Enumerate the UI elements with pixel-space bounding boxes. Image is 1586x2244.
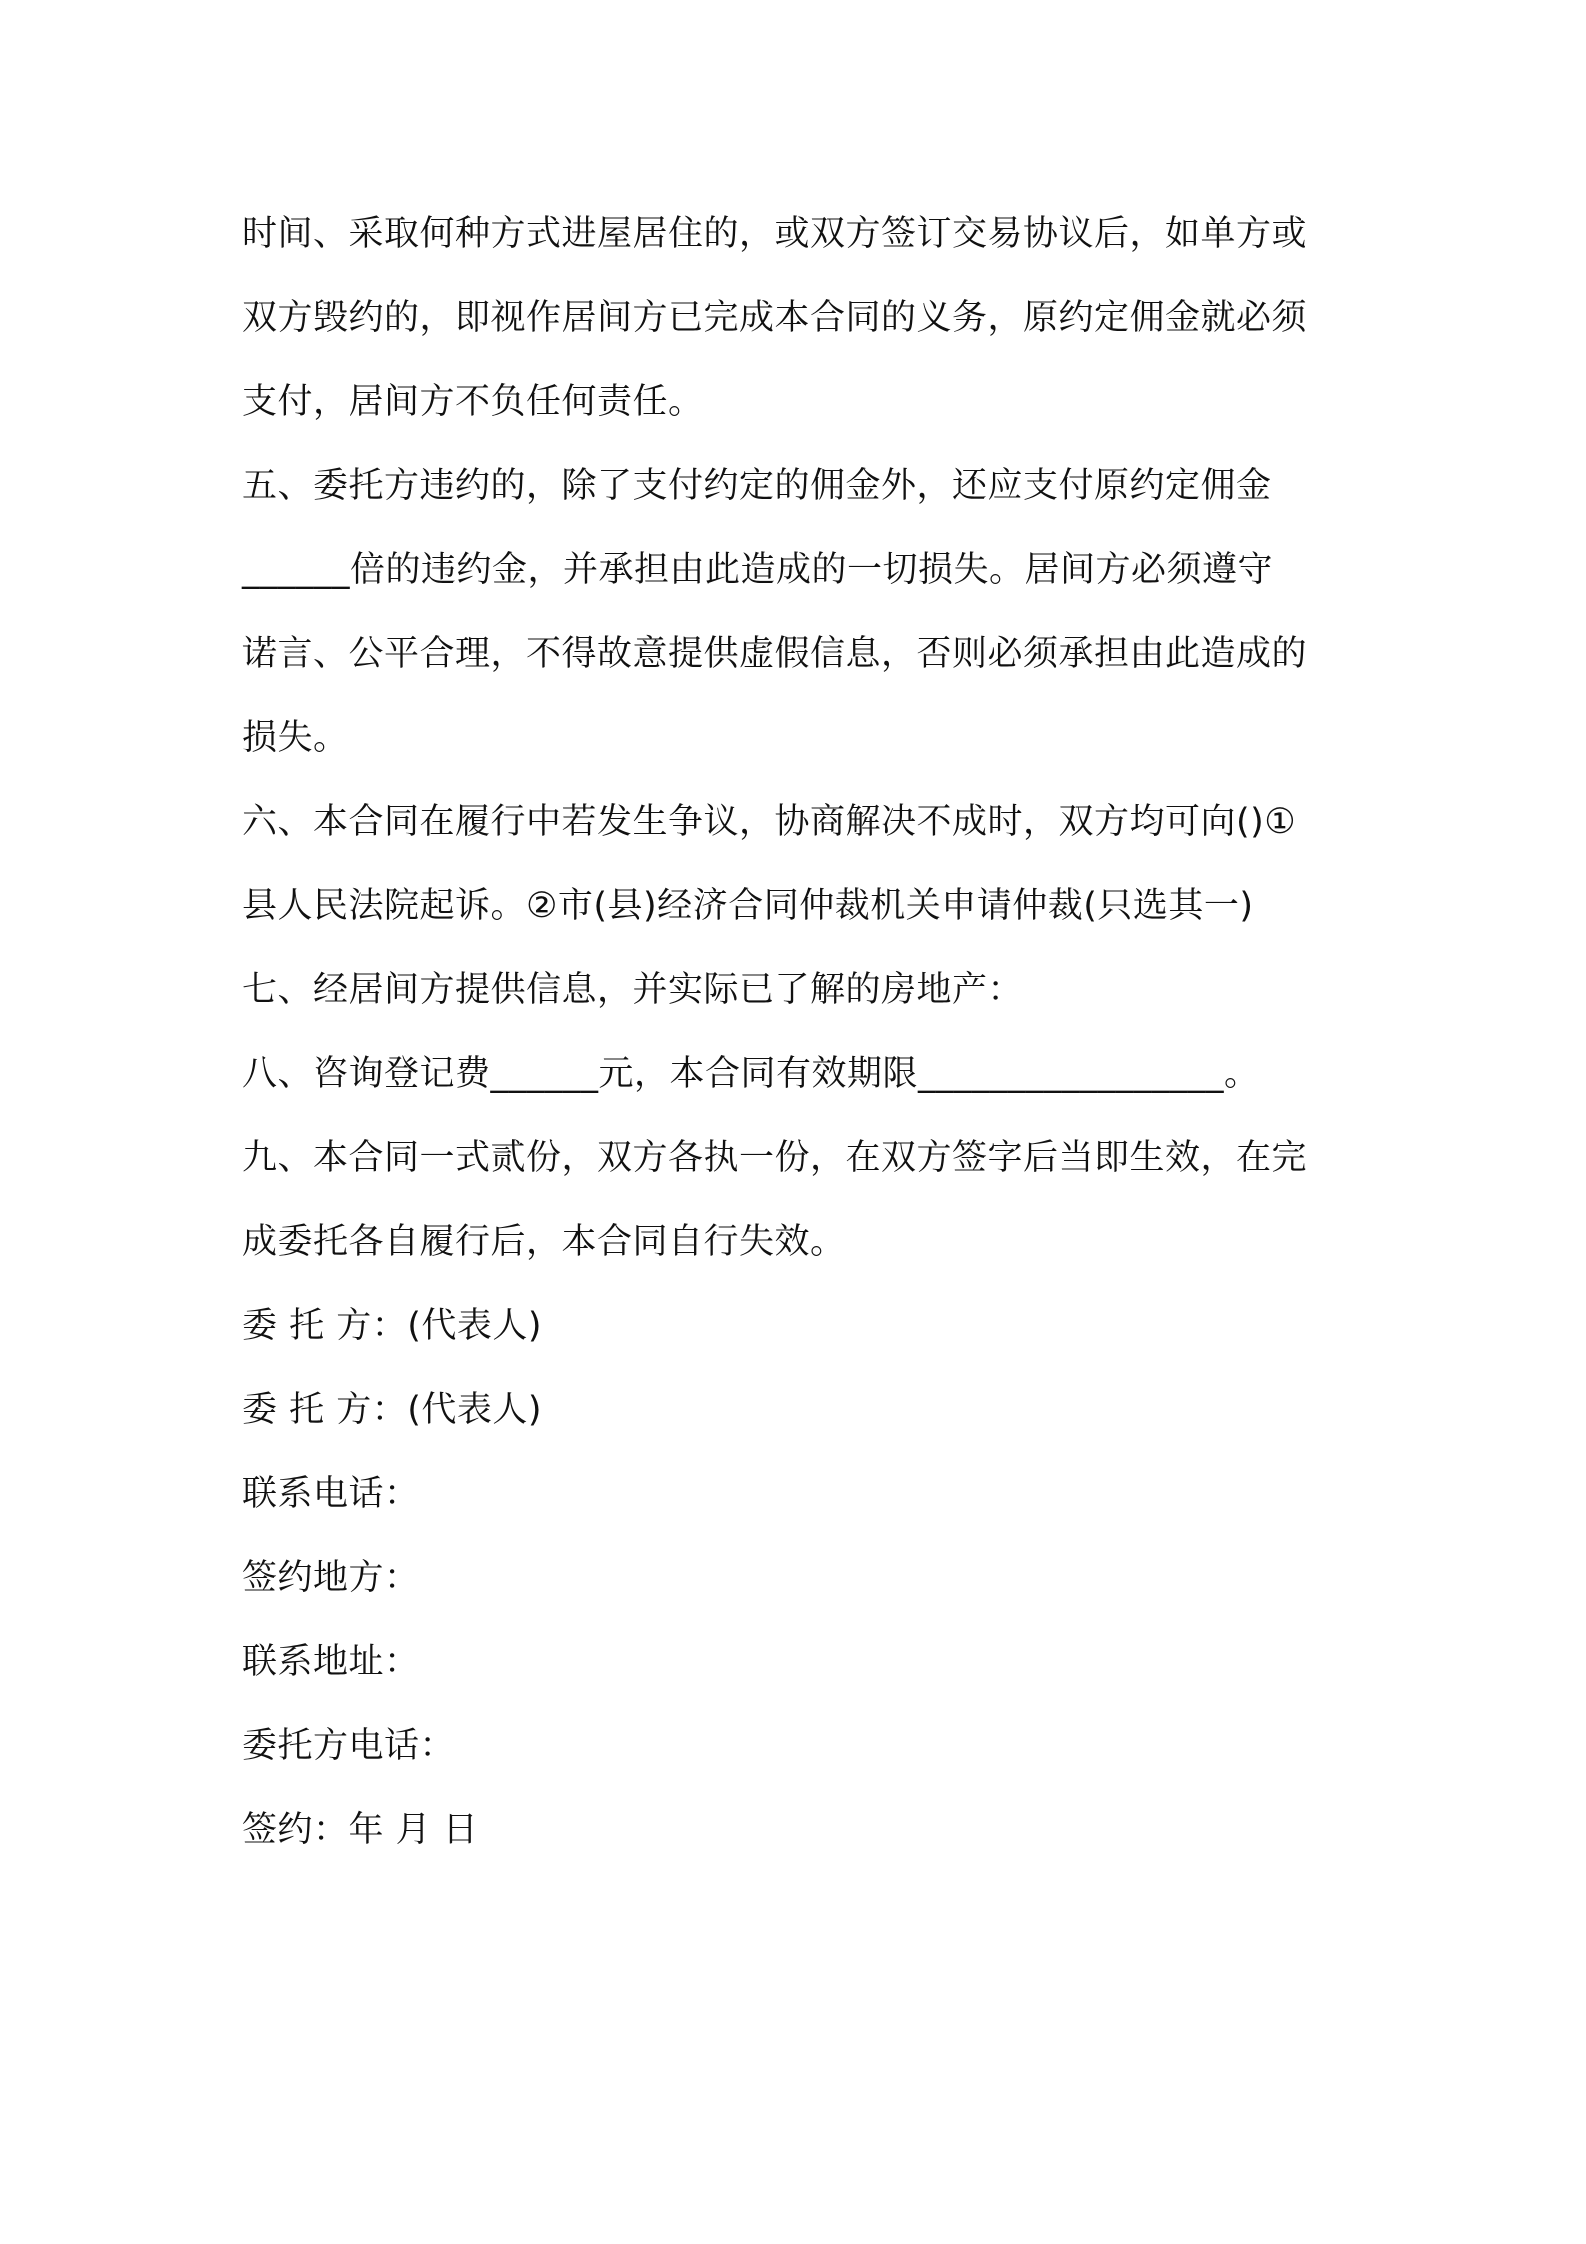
signing-date-label: 签约：年 月 日 <box>242 1810 479 1850</box>
text-line-2: 双方毁约的，即视作居间方已完成本合同的义务，原约定佣金就必须 <box>242 298 1308 338</box>
clause-6-line-2: 县人民法院起诉。②市(县)经济合同仲裁机关申请仲裁(只选其一) <box>242 886 1254 926</box>
text-line-3: 支付，居间方不负任何责任。 <box>242 382 704 422</box>
principal-signature-line-1: 委 托 方：(代表人) <box>242 1306 543 1346</box>
clause-8-line: 八、咨询登记费______元，本合同有效期限_________________。 <box>242 1054 1260 1094</box>
clause-7-line: 七、经居间方提供信息，并实际已了解的房地产： <box>242 970 1024 1010</box>
clause-5-line-2: ______倍的违约金，并承担由此造成的一切损失。居间方必须遵守 <box>242 550 1274 590</box>
clause-9-line-2: 成委托各自履行后，本合同自行失效。 <box>242 1222 846 1262</box>
clause-9-line-1: 九、本合同一式贰份，双方各执一份，在双方签字后当即生效，在完 <box>242 1138 1308 1178</box>
principal-phone-label: 委托方电话： <box>242 1726 456 1766</box>
contact-phone-label: 联系电话： <box>242 1474 420 1514</box>
clause-5-line-1: 五、委托方违约的，除了支付约定的佣金外，还应支付原约定佣金 <box>242 466 1272 506</box>
clause-6-line-1: 六、本合同在履行中若发生争议，协商解决不成时，双方均可向()① <box>242 802 1297 842</box>
signing-place-label: 签约地方： <box>242 1558 420 1598</box>
clause-5-line-3: 诺言、公平合理，不得故意提供虚假信息，否则必须承担由此造成的 <box>242 634 1308 674</box>
text-line-1: 时间、采取何种方式进屋居住的，或双方签订交易协议后，如单方或 <box>242 214 1308 254</box>
clause-5-line-4: 损失。 <box>242 718 349 758</box>
document-body <box>242 192 1352 1872</box>
principal-signature-line-2: 委 托 方：(代表人) <box>242 1390 543 1430</box>
contact-address-label: 联系地址： <box>242 1642 420 1682</box>
